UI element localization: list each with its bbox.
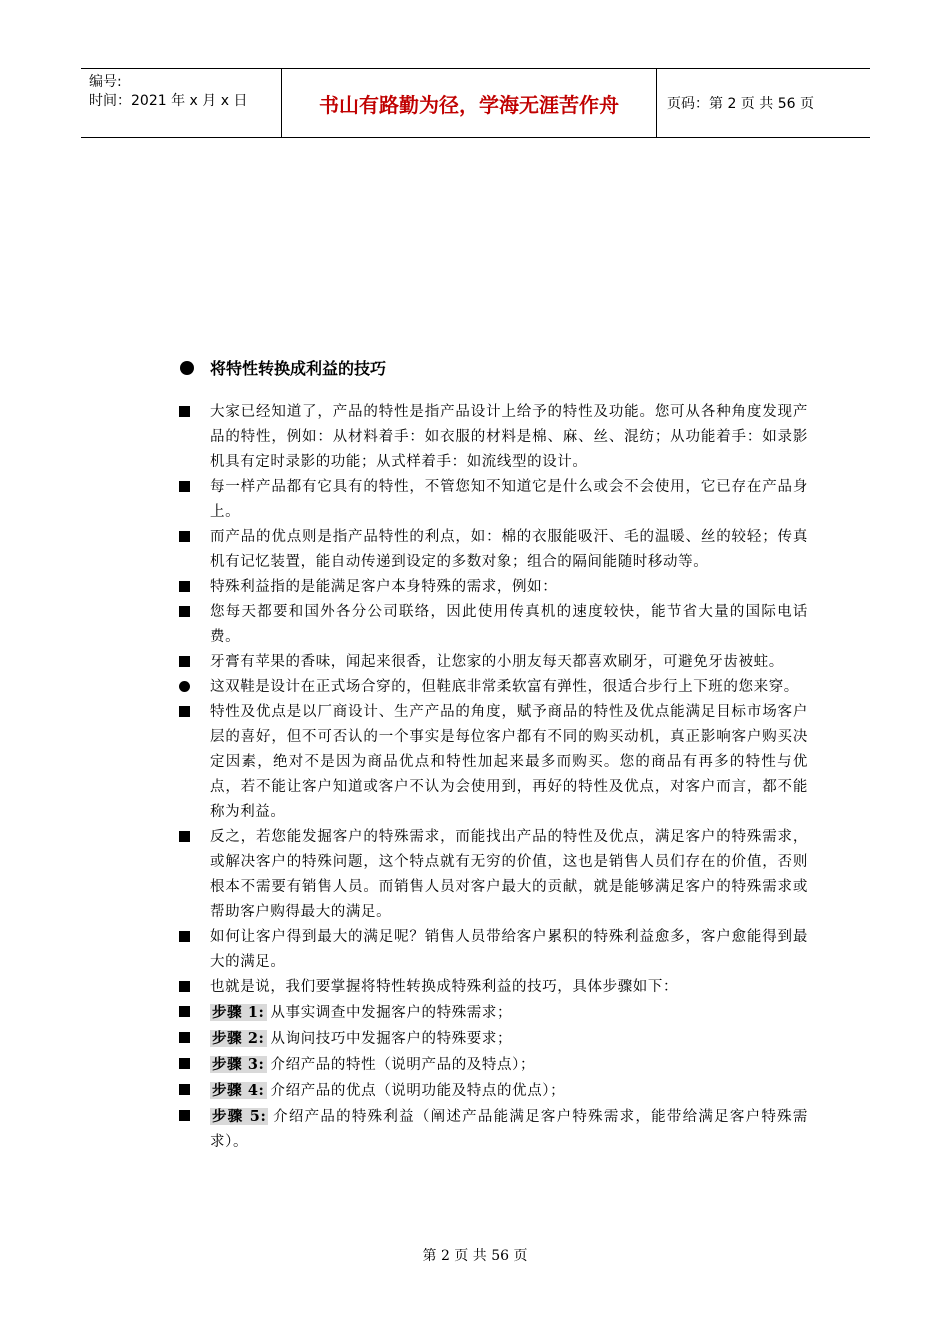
- step-text: 从事实调查中发掘客户的特殊需求；: [270, 1005, 513, 1021]
- square-bullet-icon: [178, 1104, 210, 1155]
- step-text: 介绍产品的优点（说明功能及特点的优点）；: [270, 1083, 566, 1099]
- paragraph: [178, 600, 808, 650]
- step-text: 介绍产品的特性（说明产品的及特点）；: [270, 1057, 536, 1073]
- square-bullet-icon: [178, 1078, 210, 1104]
- header-motto: 书山有路勤为径，学海无涯苦作舟: [282, 69, 657, 137]
- paragraph: [178, 675, 808, 700]
- square-bullet-icon: [178, 575, 210, 600]
- step-item: [178, 1052, 808, 1078]
- paragraph-text: 每一样产品都有它具有的特性，不管您知不知道它是什么或会不会使用，它已存在产品身上。: [210, 479, 808, 520]
- paragraph-text: 反之，若您能发掘客户的特殊需求，而能找出产品的特性及优点，满足客户的特殊需求，或解决客户的特殊问题，这个特点就有无穷的价值，这也是销售人员们存在的价值，否则根本不需要有销售人员。而销售人员对客户最大的贡献，就是能够满足客户的特殊需求或帮助客户购得最大的满足。: [210, 829, 808, 920]
- paragraph: [178, 400, 808, 475]
- square-bullet-icon: [178, 1052, 210, 1078]
- square-bullet-icon: [178, 525, 210, 575]
- step-item: [178, 1000, 808, 1026]
- paragraph: [178, 975, 808, 1000]
- step-text: 从询问技巧中发掘客户的特殊要求；: [270, 1031, 513, 1047]
- paragraph: [178, 650, 808, 675]
- paragraph: [178, 475, 808, 525]
- header-meta: [81, 69, 282, 137]
- circle-bullet-icon: [178, 675, 210, 700]
- bullet-dot-icon: [180, 361, 194, 375]
- paragraph-text: 特性及优点是以厂商设计、生产产品的角度，赋予商品的特性及优点能满足目标市场客户层的喜好，但不可否认的一个事实是每位客户都有不同的购买动机，真正影响客户购买决定因素，绝对不是因为商品优点和特性加起来最多而购买。您的商品有再多的特性与优点，若不能让客户知道或客户不认为会使用到，再好的特性及优点，对客户而言，都不能称为利益。: [210, 704, 808, 820]
- paragraph-text: 您每天都要和国外各分公司联络，因此使用传真机的速度较快，能节省大量的国际电话费。: [210, 604, 808, 645]
- page-footer: 第 2 页 共 56 页: [422, 1248, 528, 1264]
- step-label: 步骤 2:: [212, 1030, 265, 1047]
- step-label: 步骤 3:: [212, 1056, 265, 1073]
- section-title: 将特性转换成利益的技巧: [210, 359, 387, 378]
- square-bullet-icon: [178, 825, 210, 925]
- square-bullet-icon: [178, 700, 210, 825]
- paragraph-text: 这双鞋是设计在正式场合穿的，但鞋底非常柔软富有弹性，很适合步行上下班的您来穿。: [210, 679, 799, 695]
- paragraph: [178, 575, 808, 600]
- square-bullet-icon: [178, 975, 210, 1000]
- paragraph: [178, 825, 808, 925]
- paragraph-text: 也就是说，我们要掌握将特性转换成特殊利益的技巧，具体步骤如下：: [210, 979, 679, 995]
- step-label: 步骤 1:: [212, 1004, 265, 1021]
- square-bullet-icon: [178, 400, 210, 475]
- paragraph-text: 如何让客户得到最大的满足呢？销售人员带给客户累积的特殊利益愈多，客户愈能得到最大的满足。: [210, 929, 808, 970]
- square-bullet-icon: [178, 1026, 210, 1052]
- document-time-label: 时间：2021 年 x 月 x 日: [89, 93, 248, 109]
- paragraph: [178, 700, 808, 825]
- step-text: 介绍产品的特殊利益（阐述产品能满足客户特殊需求，能带给满足客户特殊需求）。: [210, 1109, 808, 1150]
- square-bullet-icon: [178, 650, 210, 675]
- step-item: [178, 1078, 808, 1104]
- paragraph-text: 而产品的优点则是指产品特性的利点，如：棉的衣服能吸汗、毛的温暖、丝的较轻；传真机有记忆装置，能自动传递到设定的多数对象；组合的隔间能随时移动等。: [210, 529, 808, 570]
- step-item: [178, 1026, 808, 1052]
- paragraph: [178, 925, 808, 975]
- page-header: [81, 68, 870, 138]
- square-bullet-icon: [178, 475, 210, 525]
- section-heading: [180, 356, 386, 379]
- step-label: 步骤 4:: [212, 1082, 265, 1099]
- header-page-info: 页码：第 2 页 共 56 页: [667, 96, 814, 112]
- paragraph: [178, 525, 808, 575]
- paragraph-text: 牙膏有苹果的香味，闻起来很香，让您家的小朋友每天都喜欢刷牙，可避免牙齿被蛀。: [210, 654, 784, 670]
- document-number-label: 编号:: [89, 74, 122, 90]
- step-item: [178, 1104, 808, 1155]
- square-bullet-icon: [178, 925, 210, 975]
- paragraph-text: 特殊利益指的是能满足客户本身特殊的需求，例如：: [210, 579, 558, 595]
- square-bullet-icon: [178, 600, 210, 650]
- paragraph-text: 大家已经知道了，产品的特性是指产品设计上给予的特性及功能。您可从各种角度发现产品的特性，例如：从材料着手：如衣服的材料是棉、麻、丝、混纺；从功能着手：如录影机具有定时录影的功能；从式样着手：如流线型的设计。: [210, 404, 808, 470]
- square-bullet-icon: [178, 1000, 210, 1026]
- document-body: [178, 400, 808, 1155]
- step-label: 步骤 5:: [212, 1108, 267, 1125]
